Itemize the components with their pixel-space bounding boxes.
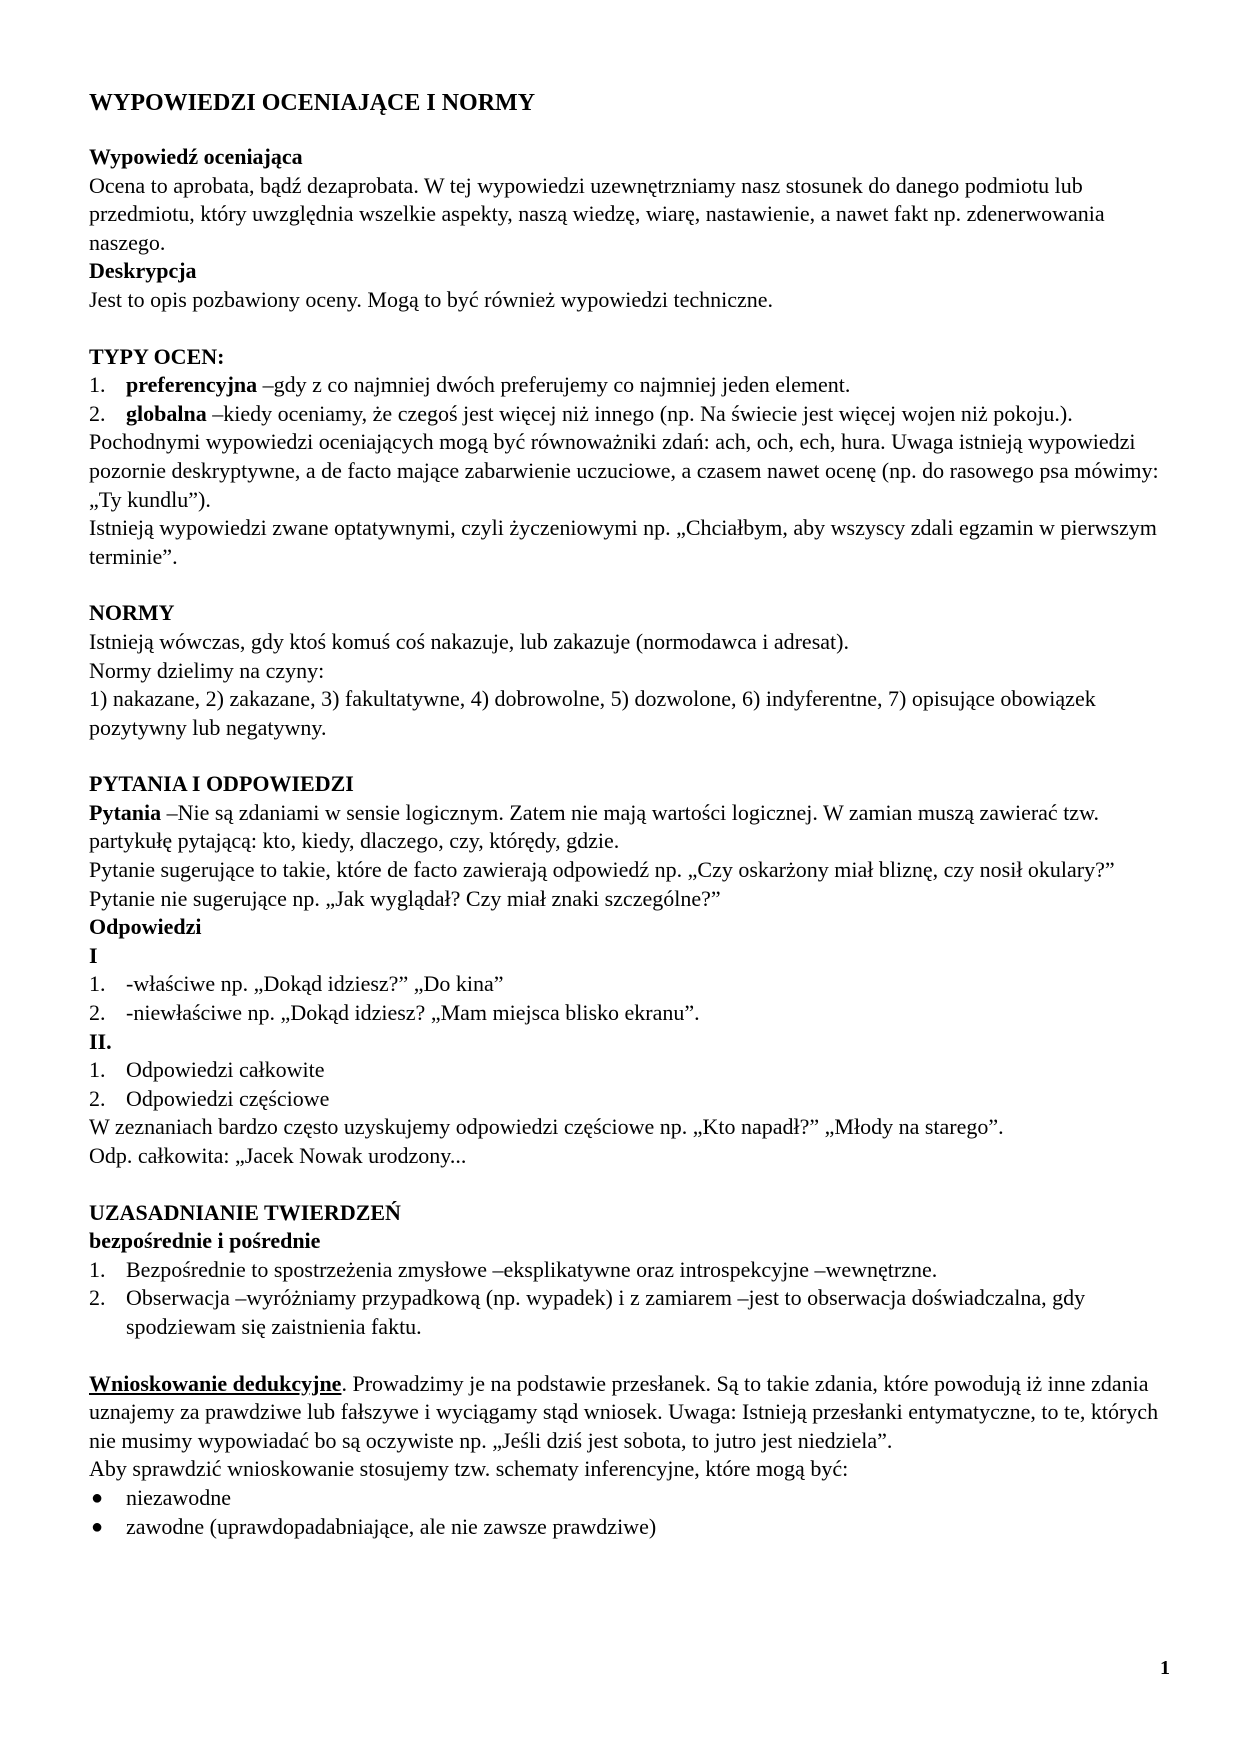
paragraph-evaluative-statement: Ocena to aprobata, bądź dezaprobata. W tej wypowiedzi uzewnętrzniamy nasz stosunek do danego podmiotu lub przedmiotu, który uwzględnia wszelkie aspekty, naszą wiedzę, wiarę, nastawienie, a nawet fakt np. zdenerwowania naszego. [89, 172, 1105, 255]
paragraph-norms-definition: Istnieją wówczas, gdy ktoś komuś coś nakazuje, lub zakazuje (normodawca i adresat). [89, 628, 849, 654]
list-item [89, 1284, 1169, 1341]
term-underlined: Wnioskowanie dedukcyjne [89, 1370, 342, 1396]
term-questions: Pytania [89, 799, 162, 825]
roman-numeral-one: I [89, 942, 98, 968]
list-number: 1. [89, 372, 106, 398]
list-text: zawodne (uprawdopadabniające, ale nie zawsze prawdziwe) [126, 1513, 657, 1539]
heading-answers: Odpowiedzi [89, 914, 202, 940]
document-content [89, 88, 1169, 1541]
list-item [89, 1513, 1169, 1542]
list-item [89, 1056, 1169, 1085]
section-deductive-inference [89, 1370, 1169, 1542]
list-text: Obserwacja –wyróżniamy przypadkową (np. wypadek) i z zamiarem –jest to obserwacja doświadczalna, gdy spodziewam się zaistnienia faktu. [126, 1285, 1086, 1339]
list-term: globalna [126, 400, 207, 426]
heading-evaluative-statement: Wypowiedź oceniająca [89, 144, 303, 169]
list-text: –kiedy oceniamy, że czegoś jest więcej niż innego (np. Na świecie jest więcej wojen niż pokoju.). [206, 400, 1073, 426]
paragraph-description: Jest to opis pozbawiony oceny. Mogą to być również wypowiedzi techniczne. [89, 286, 774, 312]
bullet-icon: ● [91, 1486, 104, 1509]
section-norms [89, 599, 1169, 742]
paragraph-questions [89, 799, 1169, 856]
list-term: preferencyjna [126, 372, 258, 398]
page-number: 1 [1160, 1657, 1170, 1679]
subheading-direct-indirect: bezpośrednie i pośrednie [89, 1228, 321, 1254]
list-number: 1. [89, 1256, 106, 1282]
list-text: -właściwe np. „Dokąd idziesz?” „Do kina” [126, 971, 504, 997]
list-item [89, 1256, 1169, 1285]
list-item [89, 1484, 1169, 1513]
heading-evaluation-types: TYPY OCEN: [89, 343, 225, 369]
paragraph-derivatives: Pochodnymi wypowiedzi oceniających mogą być równoważniki zdań: ach, och, ech, hura. Uwaga istnieją wypowiedzi pozornie deskryptywne, a de facto mające zabarwienie uczuciowe, a czasem nawet ocenę (np. do rasowego psa mówimy: „Ty kundlu”). [89, 429, 1159, 512]
heading-justification: UZASADNIANIE TWIERDZEŃ [89, 1199, 401, 1225]
term-deductive-inference [89, 1371, 341, 1396]
heading-description: Deskrypcja [89, 258, 197, 284]
list-item [89, 1085, 1169, 1114]
section-questions-answers [89, 770, 1169, 1170]
answers-list-one [89, 970, 1169, 1027]
list-item [89, 970, 1169, 999]
list-number: 2. [89, 1285, 106, 1311]
paragraph-suggestive-questions: Pytanie sugerujące to takie, które de facto zawierają odpowiedź np. „Czy oskarżony miał bliznę, czy nosił okulary?” Pytanie nie sugerujące np. „Jak wyglądał? Czy miał znaki szczególne?” [89, 857, 1115, 911]
paragraph-inference-schemes: Aby sprawdzić wnioskowanie stosujemy tzw. schematy inferencyjne, które mogą być: [89, 1456, 849, 1482]
list-text: -niewłaściwe np. „Dokąd idziesz? „Mam miejsca blisko ekranu”. [126, 1000, 700, 1026]
list-text: –gdy z co najmniej dwóch preferujemy co najmniej jeden element. [257, 372, 851, 398]
paragraph-complete-answer: Odp. całkowita: „Jacek Nowak urodzony... [89, 1143, 467, 1168]
list-number: 1. [89, 1057, 106, 1083]
evaluation-types-list [89, 371, 1169, 428]
bullet-icon: ● [91, 1515, 104, 1538]
list-text: Odpowiedzi częściowe [126, 1085, 330, 1111]
list-number: 2. [89, 400, 106, 426]
paragraph-optative: Istnieją wypowiedzi zwane optatywnymi, czyli życzeniowymi np. „Chciałbym, aby wszyscy zdali egzamin w pierwszym terminie”. [89, 515, 1157, 569]
inference-schemes-list [89, 1484, 1169, 1541]
list-item [89, 999, 1169, 1028]
justification-list [89, 1256, 1169, 1342]
list-number: 2. [89, 1085, 106, 1111]
paragraph-norms-division: Normy dzielimy na czyny: [89, 657, 325, 683]
heading-norms: NORMY [89, 600, 175, 626]
text-deductive-inference: . Prowadzimy je na podstawie przesłanek. Są to takie zdania, które powodują iż inne zdania uznajemy za prawdziwe lub fałszywe i wyciągamy stąd wniosek. Uwaga: Istnieją przesłanki entymatyczne, to te, których nie musimy wypowiadać bo są oczywiste np. „Jeśli dziś jest sobota, to jutro jest niedziela”. [89, 1370, 1159, 1453]
paragraph-testimony: W zeznaniach bardzo często uzyskujemy odpowiedzi częściowe np. „Kto napadł?” „Młody na starego”. [89, 1114, 1004, 1140]
section-justification [89, 1199, 1169, 1342]
paragraph-deductive-inference [89, 1370, 1169, 1456]
list-text: Bezpośrednie to spostrzeżenia zmysłowe –eksplikatywne oraz introspekcyjne –wewnętrzne. [126, 1256, 938, 1282]
list-text: Odpowiedzi całkowite [126, 1057, 325, 1083]
list-number: 1. [89, 971, 106, 997]
document-title: WYPOWIEDZI OCENIAJĄCE I NORMY [89, 90, 536, 116]
paragraph-norms-types: 1) nakazane, 2) zakazane, 3) fakultatywne, 4) dobrowolne, 5) dozwolone, 6) indyferentne, 7) opisujące obowiązek pozytywny lub negatywny. [89, 686, 1096, 740]
heading-questions-answers: PYTANIA I ODPOWIEDZI [89, 771, 354, 797]
answers-list-two [89, 1056, 1169, 1113]
text-questions: –Nie są zdaniami w sensie logicznym. Zatem nie mają wartości logicznej. W zamian muszą zawierać tzw. partykułę pytającą: kto, kiedy, dlaczego, czy, którędy, gdzie. [89, 799, 1100, 854]
list-number: 2. [89, 1000, 106, 1026]
section-evaluation-types [89, 343, 1169, 572]
list-item [89, 371, 1169, 400]
list-item [89, 400, 1169, 429]
list-text: niezawodne [126, 1484, 232, 1510]
section-evaluative-statement [89, 143, 1169, 315]
roman-numeral-two: II. [89, 1028, 112, 1054]
